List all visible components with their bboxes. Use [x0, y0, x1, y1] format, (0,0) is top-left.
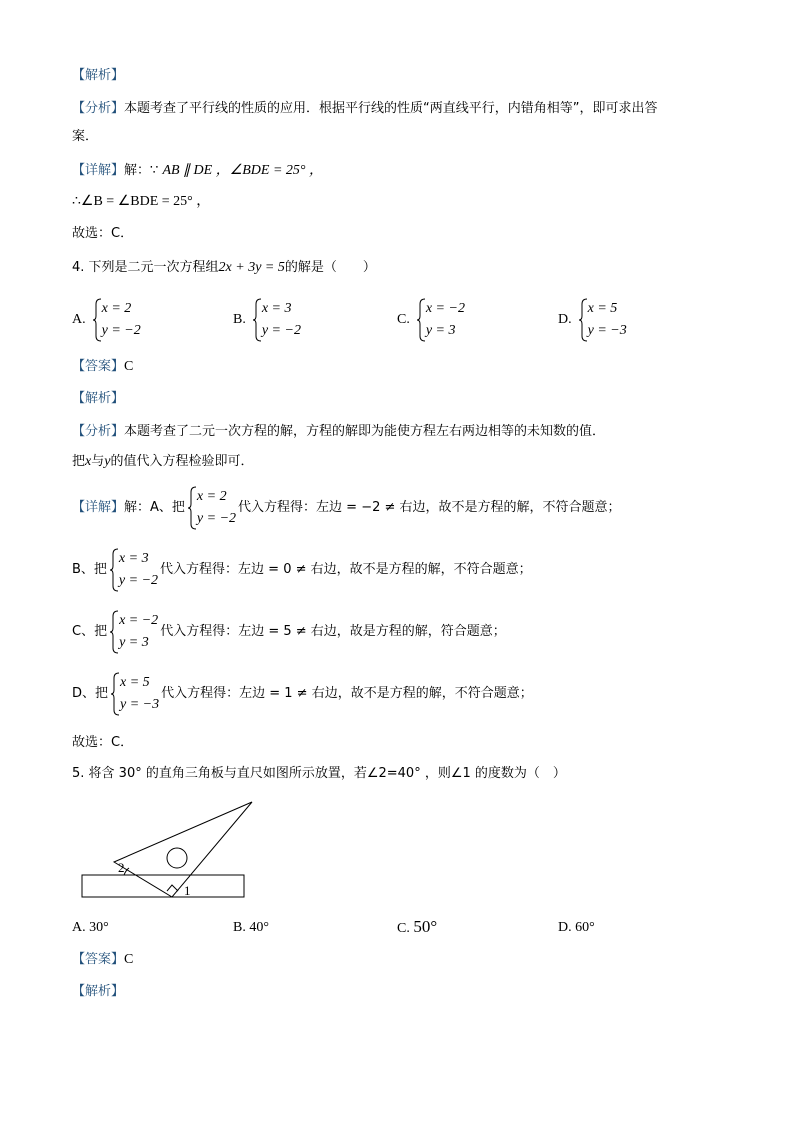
ba-rest-text: 的值代入方程检验即可． [110, 454, 254, 469]
triangle-hole [167, 848, 187, 868]
row-1: x = 3 [118, 551, 149, 566]
option-label: C. [397, 921, 410, 936]
row-2: y = 3 [425, 323, 456, 338]
ba-text: 把 [72, 454, 86, 469]
q4-stem-b: 的解是（ ） [284, 260, 376, 275]
equation-system [416, 298, 465, 342]
prev-xiangjie [72, 162, 323, 180]
fenxi-text: 本题考查了二元一次方程的解，方程的解即为能使方程左右两边相等的未知数的值． [124, 424, 606, 439]
option-value: 50° [413, 917, 438, 936]
prev-jiexi-heading: 【解析】 [72, 68, 125, 83]
q5-option-d[interactable] [558, 920, 595, 936]
row-1: x = 5 [587, 301, 618, 316]
option-label: C. [397, 312, 410, 327]
q5-stem: 5. 将含 30° 的直角三角板与直尺如图所示放置，若∠2=40° ，则∠1 的度数为（ ） [72, 766, 566, 781]
q4-detail-d [72, 672, 533, 716]
q4-choose: 故选：C． [72, 735, 134, 750]
q5-option-b[interactable] [233, 920, 269, 936]
fenxi-tag: 【分析】 [72, 101, 125, 116]
option-value: 30° [89, 920, 109, 935]
prev-fenxi [72, 100, 658, 118]
q5-jiexi-heading: 【解析】 [72, 984, 125, 999]
ruler-shape [82, 875, 244, 897]
equation-system [578, 298, 627, 342]
brace-icon [578, 298, 588, 342]
angle2-label: 2 [118, 860, 125, 875]
q4-answer [72, 358, 133, 376]
row-1: x = 3 [261, 301, 292, 316]
detail-text: 代入方程得：左边 = 0 ≠ 右边，故不是方程的解，不符合题意； [160, 562, 532, 577]
option-value: 40° [249, 920, 269, 935]
option-label: A. [72, 312, 86, 327]
option-label: B. [233, 920, 246, 935]
row-1: x = 2 [196, 489, 227, 504]
brace-icon [109, 548, 119, 592]
brace-icon [109, 610, 119, 654]
right-angle-mark [167, 885, 178, 891]
fenxi-text: 本题考查了平行线的性质的应用．根据平行线的性质“两直线平行，内错角相等”，即可求出答 [124, 101, 658, 116]
answer-value: C [124, 952, 134, 967]
detail-prefix: D、把 [72, 686, 109, 701]
q4-stem-eq: 2x + 3y = 5 [218, 260, 285, 275]
q5-option-c[interactable] [397, 917, 437, 937]
row-2: y = −2 [196, 511, 237, 526]
q5-answer [72, 951, 133, 969]
q5-option-a[interactable] [72, 920, 109, 936]
triangle-ruler-figure [72, 798, 262, 904]
row-1: x = 2 [101, 301, 132, 316]
q4-stem [72, 259, 376, 277]
answer-tag: 【答案】 [72, 359, 125, 374]
q4-fenxi-cont [72, 453, 253, 471]
xiangjie-text: 解：∵ [124, 163, 159, 178]
brace-icon [110, 672, 120, 716]
detail-text: 代入方程得：左边 = 5 ≠ 右边，故是方程的解，符合题意； [160, 624, 506, 639]
answer-tag: 【答案】 [72, 952, 125, 967]
detail-text: 代入方程得：左边 = 1 ≠ 右边，故不是方程的解，不符合题意； [161, 686, 533, 701]
q4-detail-b [72, 548, 532, 592]
option-label: B. [233, 312, 246, 327]
brace-icon [252, 298, 262, 342]
prev-fenxi-cont: 案． [72, 129, 99, 144]
brace-icon [92, 298, 102, 342]
equation-system [252, 298, 301, 342]
q4-jiexi-heading: 【解析】 [72, 391, 125, 406]
brace-icon [187, 486, 197, 530]
answer-value: C [124, 359, 134, 374]
prev-therefore: ∴∠B = ∠BDE = 25° ， [72, 194, 211, 209]
row-1: x = 5 [120, 675, 150, 690]
equation-system [110, 672, 159, 716]
q4-stem-a: 4. 下列是二元一次方程组 [72, 260, 219, 275]
row-2: y = −2 [118, 573, 159, 588]
equation-system [187, 486, 236, 530]
q4-detail-c [72, 610, 506, 654]
xiangjie-tag: 【详解】 [72, 163, 125, 178]
prev-choose: 故选：C． [72, 226, 134, 241]
q4-option-c[interactable] [397, 298, 467, 342]
option-label: D. [558, 312, 572, 327]
equation-system [109, 610, 158, 654]
q4-option-b[interactable] [233, 298, 303, 342]
brace-icon [416, 298, 426, 342]
equation-system [109, 548, 158, 592]
yu-text: 与 [91, 454, 105, 469]
detail-prefix: B、把 [72, 562, 107, 577]
q4-fenxi [72, 423, 605, 441]
row-2: y = 3 [119, 635, 149, 650]
fenxi-tag: 【分析】 [72, 424, 125, 439]
row-2: y = −3 [120, 697, 160, 712]
row-2: y = −3 [587, 323, 627, 338]
option-label: D. [558, 920, 572, 935]
q4-option-a[interactable] [72, 298, 143, 342]
row-1: x = −2 [425, 301, 465, 316]
row-1: x = −2 [119, 613, 159, 628]
option-label: A. [72, 920, 86, 935]
xiangjie-math: AB ∥ DE ，∠BDE = 25° ， [162, 163, 324, 178]
detail-prefix: C、把 [72, 624, 108, 639]
q4-detail-a [72, 486, 621, 530]
equation-system [92, 298, 141, 342]
option-value: 60° [575, 920, 595, 935]
var-x: x [85, 454, 92, 469]
row-2: y = −2 [101, 323, 141, 338]
var-y: y [104, 454, 111, 469]
detail-text: 代入方程得：左边 = −2 ≠ 右边，故不是方程的解，不符合题意； [238, 500, 621, 515]
angle1-label: 1 [184, 883, 191, 898]
row-2: y = −2 [261, 323, 301, 338]
xiangjie-head: 解：A、把 [124, 500, 185, 515]
q4-option-d[interactable] [558, 298, 629, 342]
xiangjie-tag: 【详解】 [72, 500, 125, 515]
